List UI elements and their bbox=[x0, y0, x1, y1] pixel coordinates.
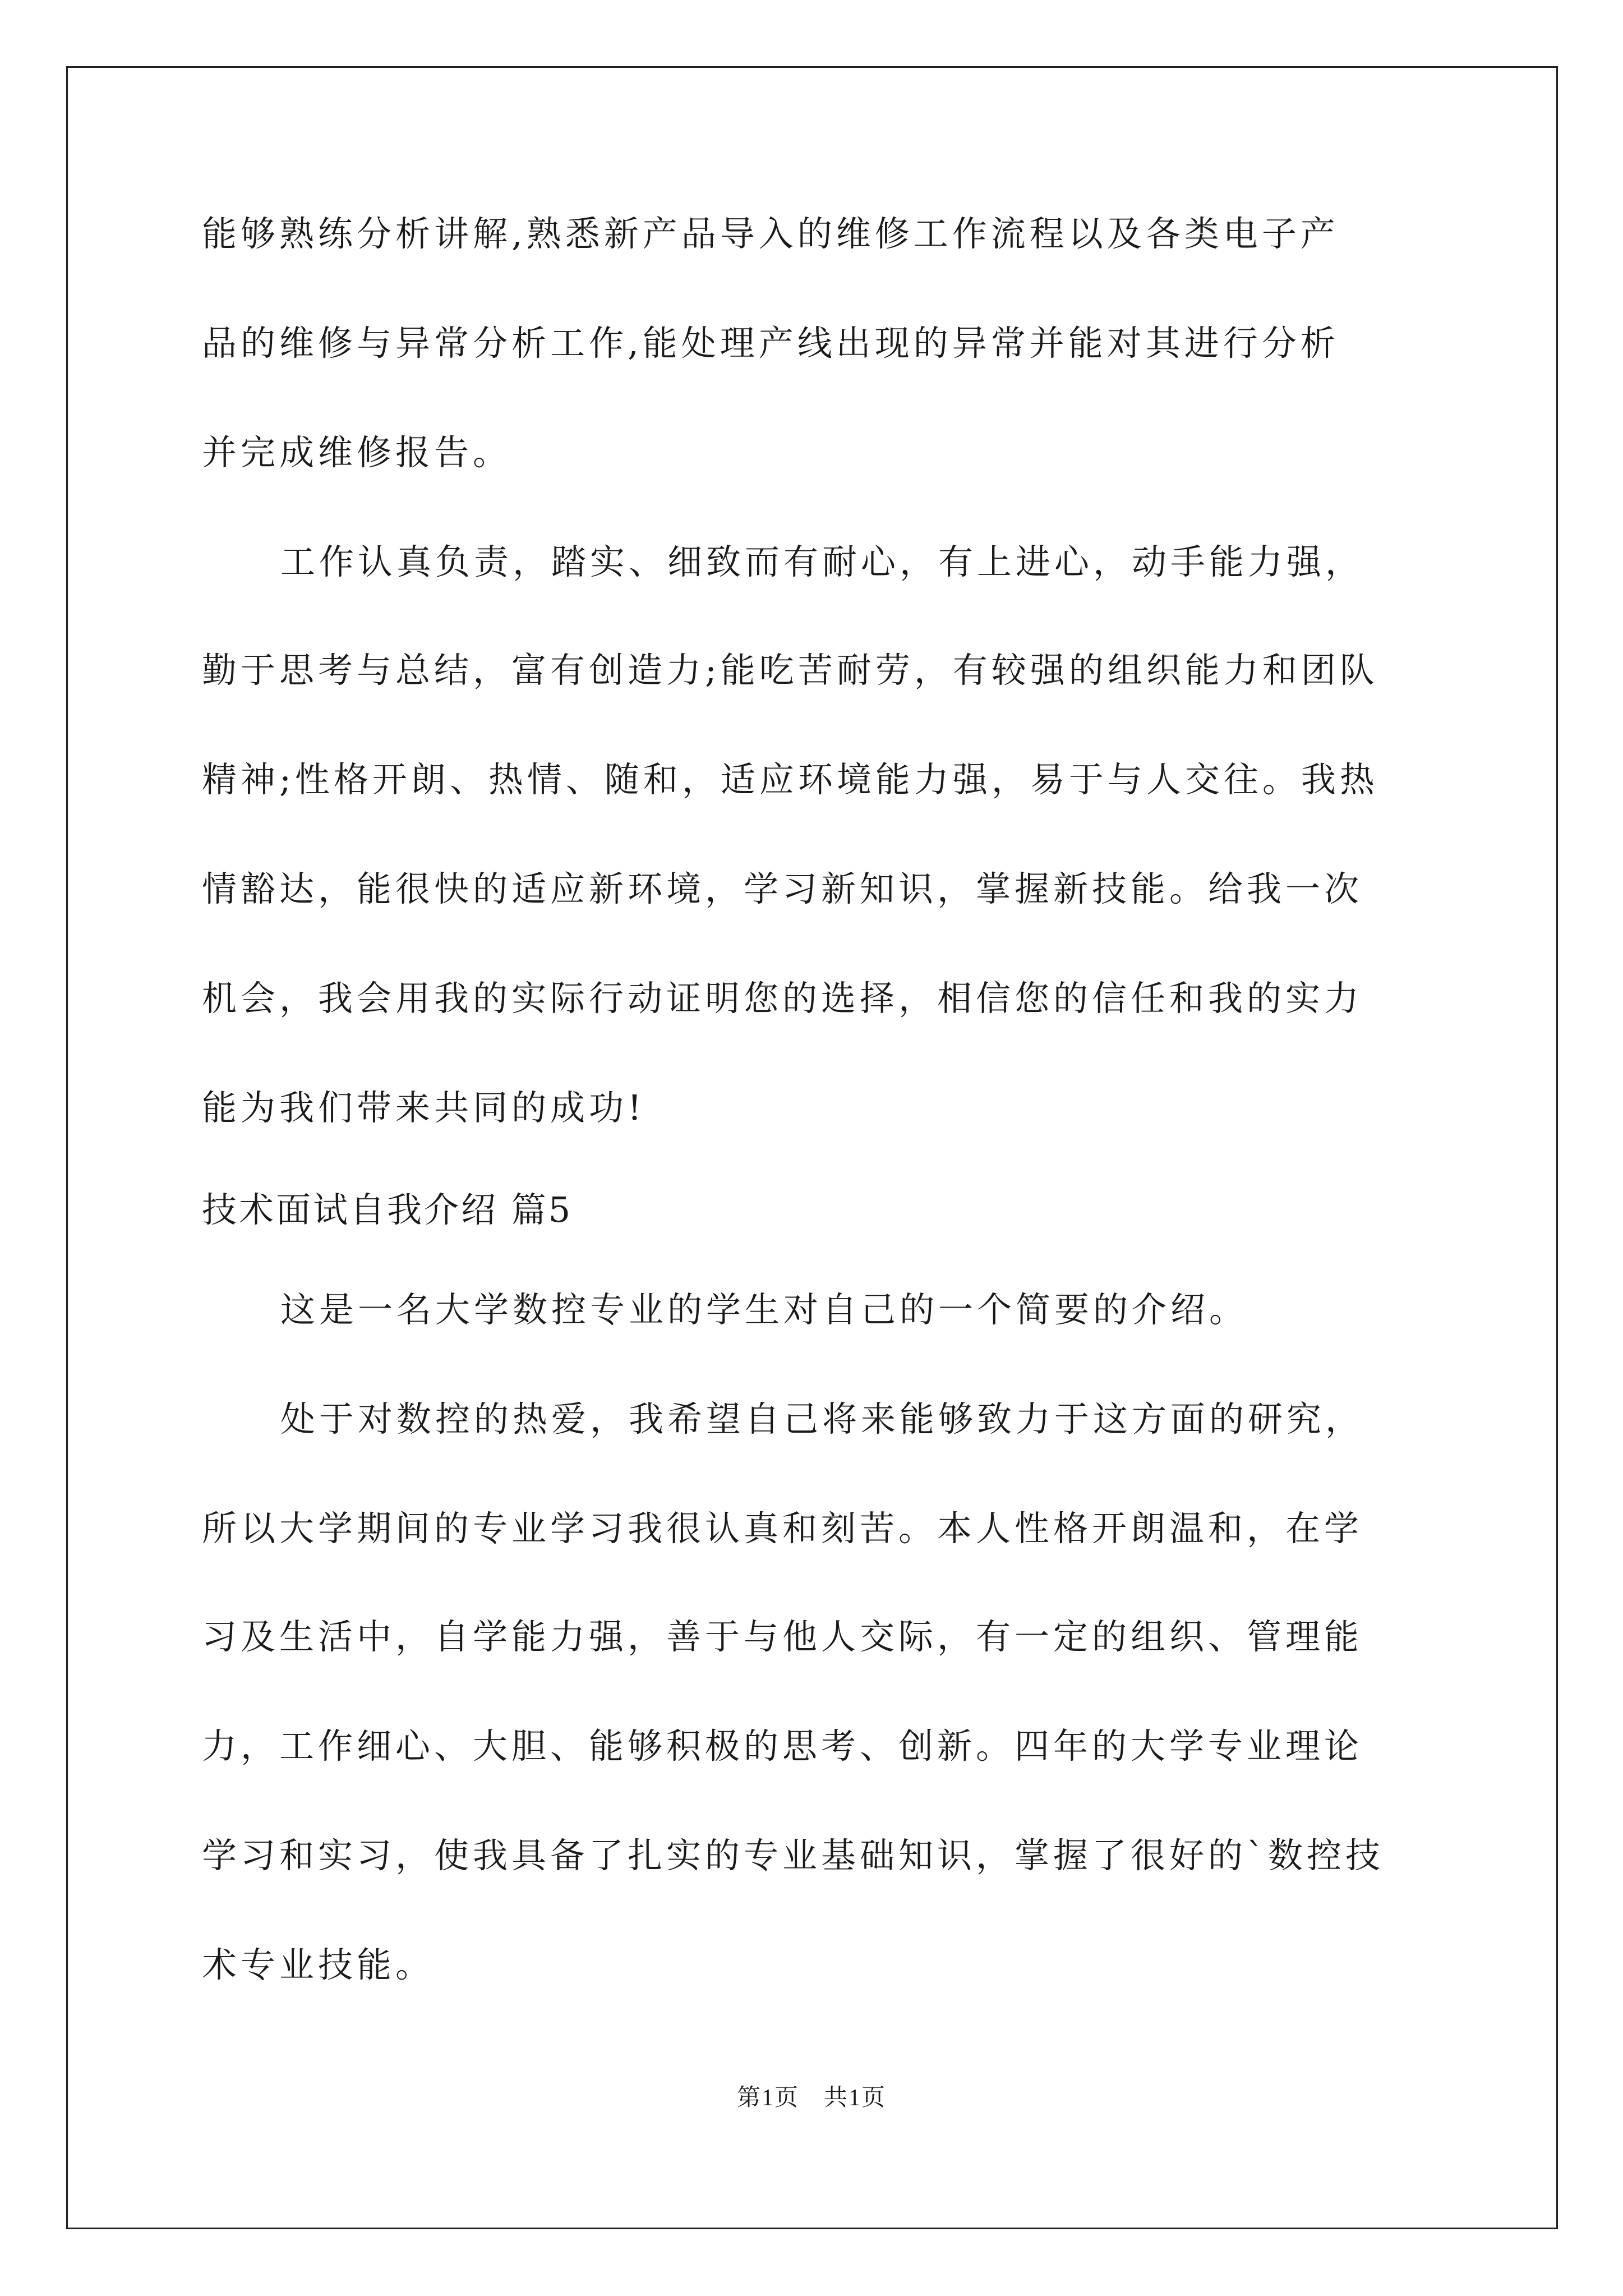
paragraph-first-line: 处于对数控的热爱，我希望自己将来能够致力于这方面的研究， bbox=[280, 1398, 1364, 1439]
text-line: 能够熟练分析讲解,熟悉新产品导入的维修工作流程以及各类电子产 bbox=[202, 213, 1339, 254]
paragraph-first-line: 工作认真负责，踏实、细致而有耐心，有上进心，动手能力强， bbox=[280, 541, 1364, 582]
text-line: 情豁达，能很快的适应新环境，学习新知识，掌握新技能。给我一次 bbox=[202, 868, 1363, 909]
text-line: 机会，我会用我的实际行动证明您的选择，相信您的信任和我的实力 bbox=[202, 978, 1363, 1019]
text-line: 勤于思考与总结，富有创造力;能吃苦耐劳，有较强的组织能力和团队 bbox=[202, 650, 1378, 691]
page-border bbox=[66, 66, 1558, 2229]
text-line: 精神;性格开朗、热情、随和，适应环境能力强，易于与人交往。我热 bbox=[202, 759, 1378, 800]
text-line: 所以大学期间的专业学习我很认真和刻苦。本人性格开朗温和，在学 bbox=[202, 1508, 1363, 1549]
text-line: 力，工作细心、大胆、能够积极的思考、创新。四年的大学专业理论 bbox=[202, 1726, 1363, 1766]
text-line: 品的维修与异常分析工作,能处理产线出现的异常并能对其进行分析 bbox=[202, 323, 1339, 364]
text-line: 能为我们带来共同的成功! bbox=[202, 1087, 645, 1128]
text-line: 习及生活中，自学能力强，善于与他人交际，有一定的组织、管理能 bbox=[202, 1616, 1363, 1657]
paragraph-first-line: 这是一名大学数控专业的学生对自己的一个简要的介绍。 bbox=[280, 1289, 1248, 1330]
text-line: 学习和实习，使我具备了扎实的专业基础知识，掌握了很好的`数控技 bbox=[202, 1835, 1385, 1876]
page-footer: 第1页 共1页 bbox=[736, 2085, 886, 2111]
text-line: 术专业技能。 bbox=[202, 1944, 435, 1985]
section-heading: 技术面试自我介绍 篇5 bbox=[202, 1189, 573, 1230]
text-line: 并完成维修报告。 bbox=[202, 432, 512, 473]
